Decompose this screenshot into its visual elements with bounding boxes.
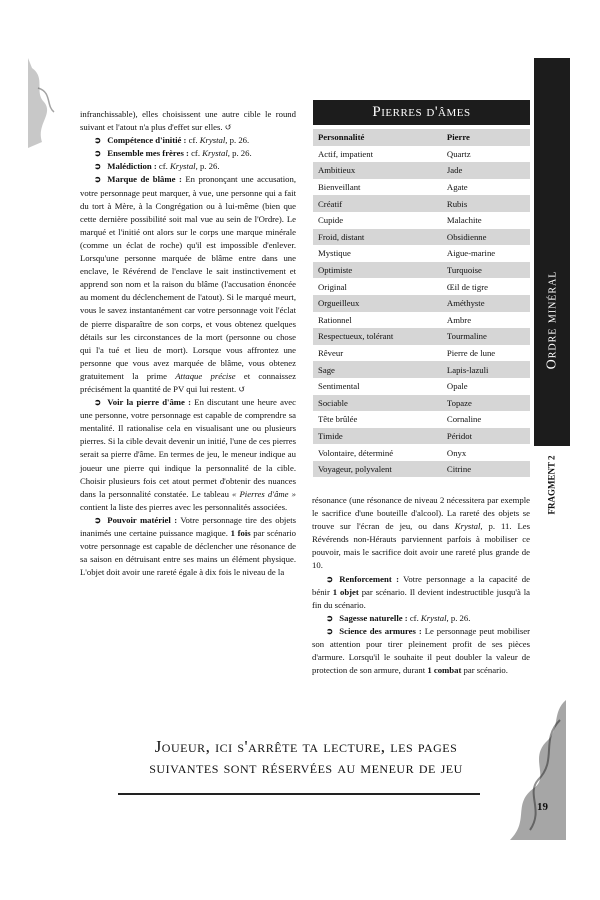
paragraph: ➲ Science des armures : Le personnage peut mobiliser son attention pour tirer pleinement profit de ses pièces d'armure. Lorsqu'il le souhaite il peut doubler la valeur de protection de son armure, durant 1 combat par scénario. (312, 625, 531, 676)
column-header: Personnalité (318, 132, 365, 143)
paragraph: résonance (une résonance de niveau 2 nécessitera par exemple le sacrifice d'une bouteille d'alcool). La rareté des objets se trouve sur l'écran de jeu, ou dans Krystal, p. 11. Les Révérends non-Hérauts parviennent parfois à mobiliser ce pouvoir, mais le sacrifice doit avoir une rareté plus grande de 10. (312, 495, 530, 571)
fragment-label: FRAGMENT 2 (547, 455, 557, 515)
bullet-icon: ➲ (94, 135, 102, 146)
table-row: Rêveur Pierre de lune (318, 348, 496, 359)
bullet-icon: ➲ (94, 148, 102, 159)
table-row: Actif, impatient Quartz (318, 148, 471, 159)
paragraph: infranchissable), elles choisissent une autre cible le round suivant et l'atout n'a plus d'effet sur elles. ↺ (80, 109, 296, 133)
table-row: Créatif Rubis (313, 195, 530, 212)
page-number: 19 (537, 801, 548, 813)
end-icon: ↺ (238, 383, 246, 394)
paragraph: ➲ Ensemble mes frères : cf. Krystal, p. 26. (94, 148, 252, 159)
bullet-icon: ➲ (94, 397, 102, 408)
table-row: Sentimental Opale (318, 381, 468, 392)
table-row: Voyageur, polyvalent Citrine (313, 461, 530, 478)
paragraph: ➲ Pouvoir matériel : Votre personnage tire des objets inanimés une certaine puissance magique. 1 fois par scénario votre personnage est capable de déclencher une résonance de sa saison en détruisant entre ses mains un élément physique. L'objet doit avoir une rareté égale à dix fois le niveau de la (80, 514, 296, 578)
bullet-icon: ➲ (94, 174, 102, 185)
banner-line: suivantes sont réservées au meneur de jeu (149, 758, 463, 777)
table-title: Pierres d'âmes (313, 100, 530, 125)
table-row: Original Œil de tigre (318, 281, 488, 292)
table-row: Optimiste Turquoise (313, 262, 530, 279)
table-row: Volontaire, déterminé Onyx (318, 447, 467, 458)
paragraph: ➲ Sagesse naturelle : cf. Krystal, p. 26. (326, 612, 471, 623)
soul-stones-table (313, 100, 530, 477)
banner-line: Joueur, ici s'arrête ta lecture, les pages (154, 737, 458, 756)
end-icon: ↺ (224, 122, 232, 133)
table (313, 129, 530, 477)
table-row: Mystique Aigue-marine (318, 248, 496, 259)
table-header-row (313, 129, 530, 146)
table-row: Bienveillant Agate (318, 182, 468, 193)
table-row: Sage Lapis-lazuli (313, 361, 530, 378)
table-row: Tête brûlée Cornaline (318, 414, 482, 425)
paragraph: ➲ Renforcement : Votre personnage a la capacité de bénir 1 objet par scénario. Il devient indestructible jusqu'à la fin du scénario. (312, 573, 530, 610)
bullet-icon: ➲ (94, 514, 102, 525)
paragraph: ➲ Malédiction : cf. Krystal, p. 26. (94, 161, 220, 172)
left-column (80, 108, 296, 579)
divider (118, 793, 480, 795)
bullet-icon: ➲ (94, 161, 102, 172)
bullet-icon: ➲ (326, 612, 334, 623)
table-row: Timide Péridot (313, 428, 530, 445)
column-header: Pierre (446, 132, 470, 143)
table-row: Ambitieux Jade (313, 162, 530, 179)
right-column (312, 494, 530, 677)
bullet-icon: ➲ (326, 573, 334, 584)
table-row: Rationnel Ambre (318, 314, 472, 325)
table-row: Orgueilleux Améthyste (313, 295, 530, 312)
table-row: Sociable Topaze (313, 395, 530, 412)
bullet-icon: ➲ (326, 625, 334, 636)
chapter-label: Ordre minéral (544, 270, 559, 370)
paragraph: ➲ Compétence d'initié : cf. Krystal, p. 26. (94, 135, 250, 146)
paragraph: ➲ Marque de blâme : En prononçant une accusation, votre personnage peut marquer, à vue, une personne qui a fait du tort à Mère, à la Congrégation ou à lui-même (bien que cette dernière possibilité soit mal vue au sein de l'Ordre). Le marqué et l'initié ont alors sur le corps une marque minérale (comme un éclat de roche) qu'il est impossible d'enlever. Lorsqu'une personne marquée de blâme entre dans une enclave, le Révérend de l'enclave le sait instinctivement et apprend son nom et la raison du blâme (l'accusation énoncée au moment du déclenchement de l'atout). Si le marqué meurt, vous le savez instantanément car votre personnage voit l'éclat de pierre disparaître de son corps, et vous obtenez quelques détails sur les circonstances de la mort (personne ou chose qui l'a tué et lieu de mort). Lorsque vous affrontez une personne que vous avez marquée de blâme, vous obtenez gratuitement la prime Attaque précise et connaissez précisément la quantité de PV qui lui restent. ↺ (80, 174, 297, 394)
table-row: Cupide Malachite (318, 215, 482, 226)
reader-stop-banner (80, 736, 532, 778)
table-row: Froid, distant Obsidienne (313, 229, 530, 246)
table-row: Respectueux, tolérant Tourmaline (313, 328, 530, 345)
ink-splash-decoration (28, 58, 68, 148)
paragraph: ➲ Voir la pierre d'âme : En discutant une heure avec une personne, votre personnage est capable de comprendre sa mentalité. Il rationalise cela en visualisant une ou plusieurs pierres. Si la cible devait devenir un initié, l'une de ces pierres serait sa pierre d'âme. En termes de jeu, le meneur indique au joueur une pierre qui indique la personnalité de la cible. Choisir plusieurs fois cet atout permet d'obtenir des nuances dans la personnalité constatée. Le tableau « Pierres d'âme » contient la liste des pierres avec les personnalités associées. (80, 397, 297, 512)
